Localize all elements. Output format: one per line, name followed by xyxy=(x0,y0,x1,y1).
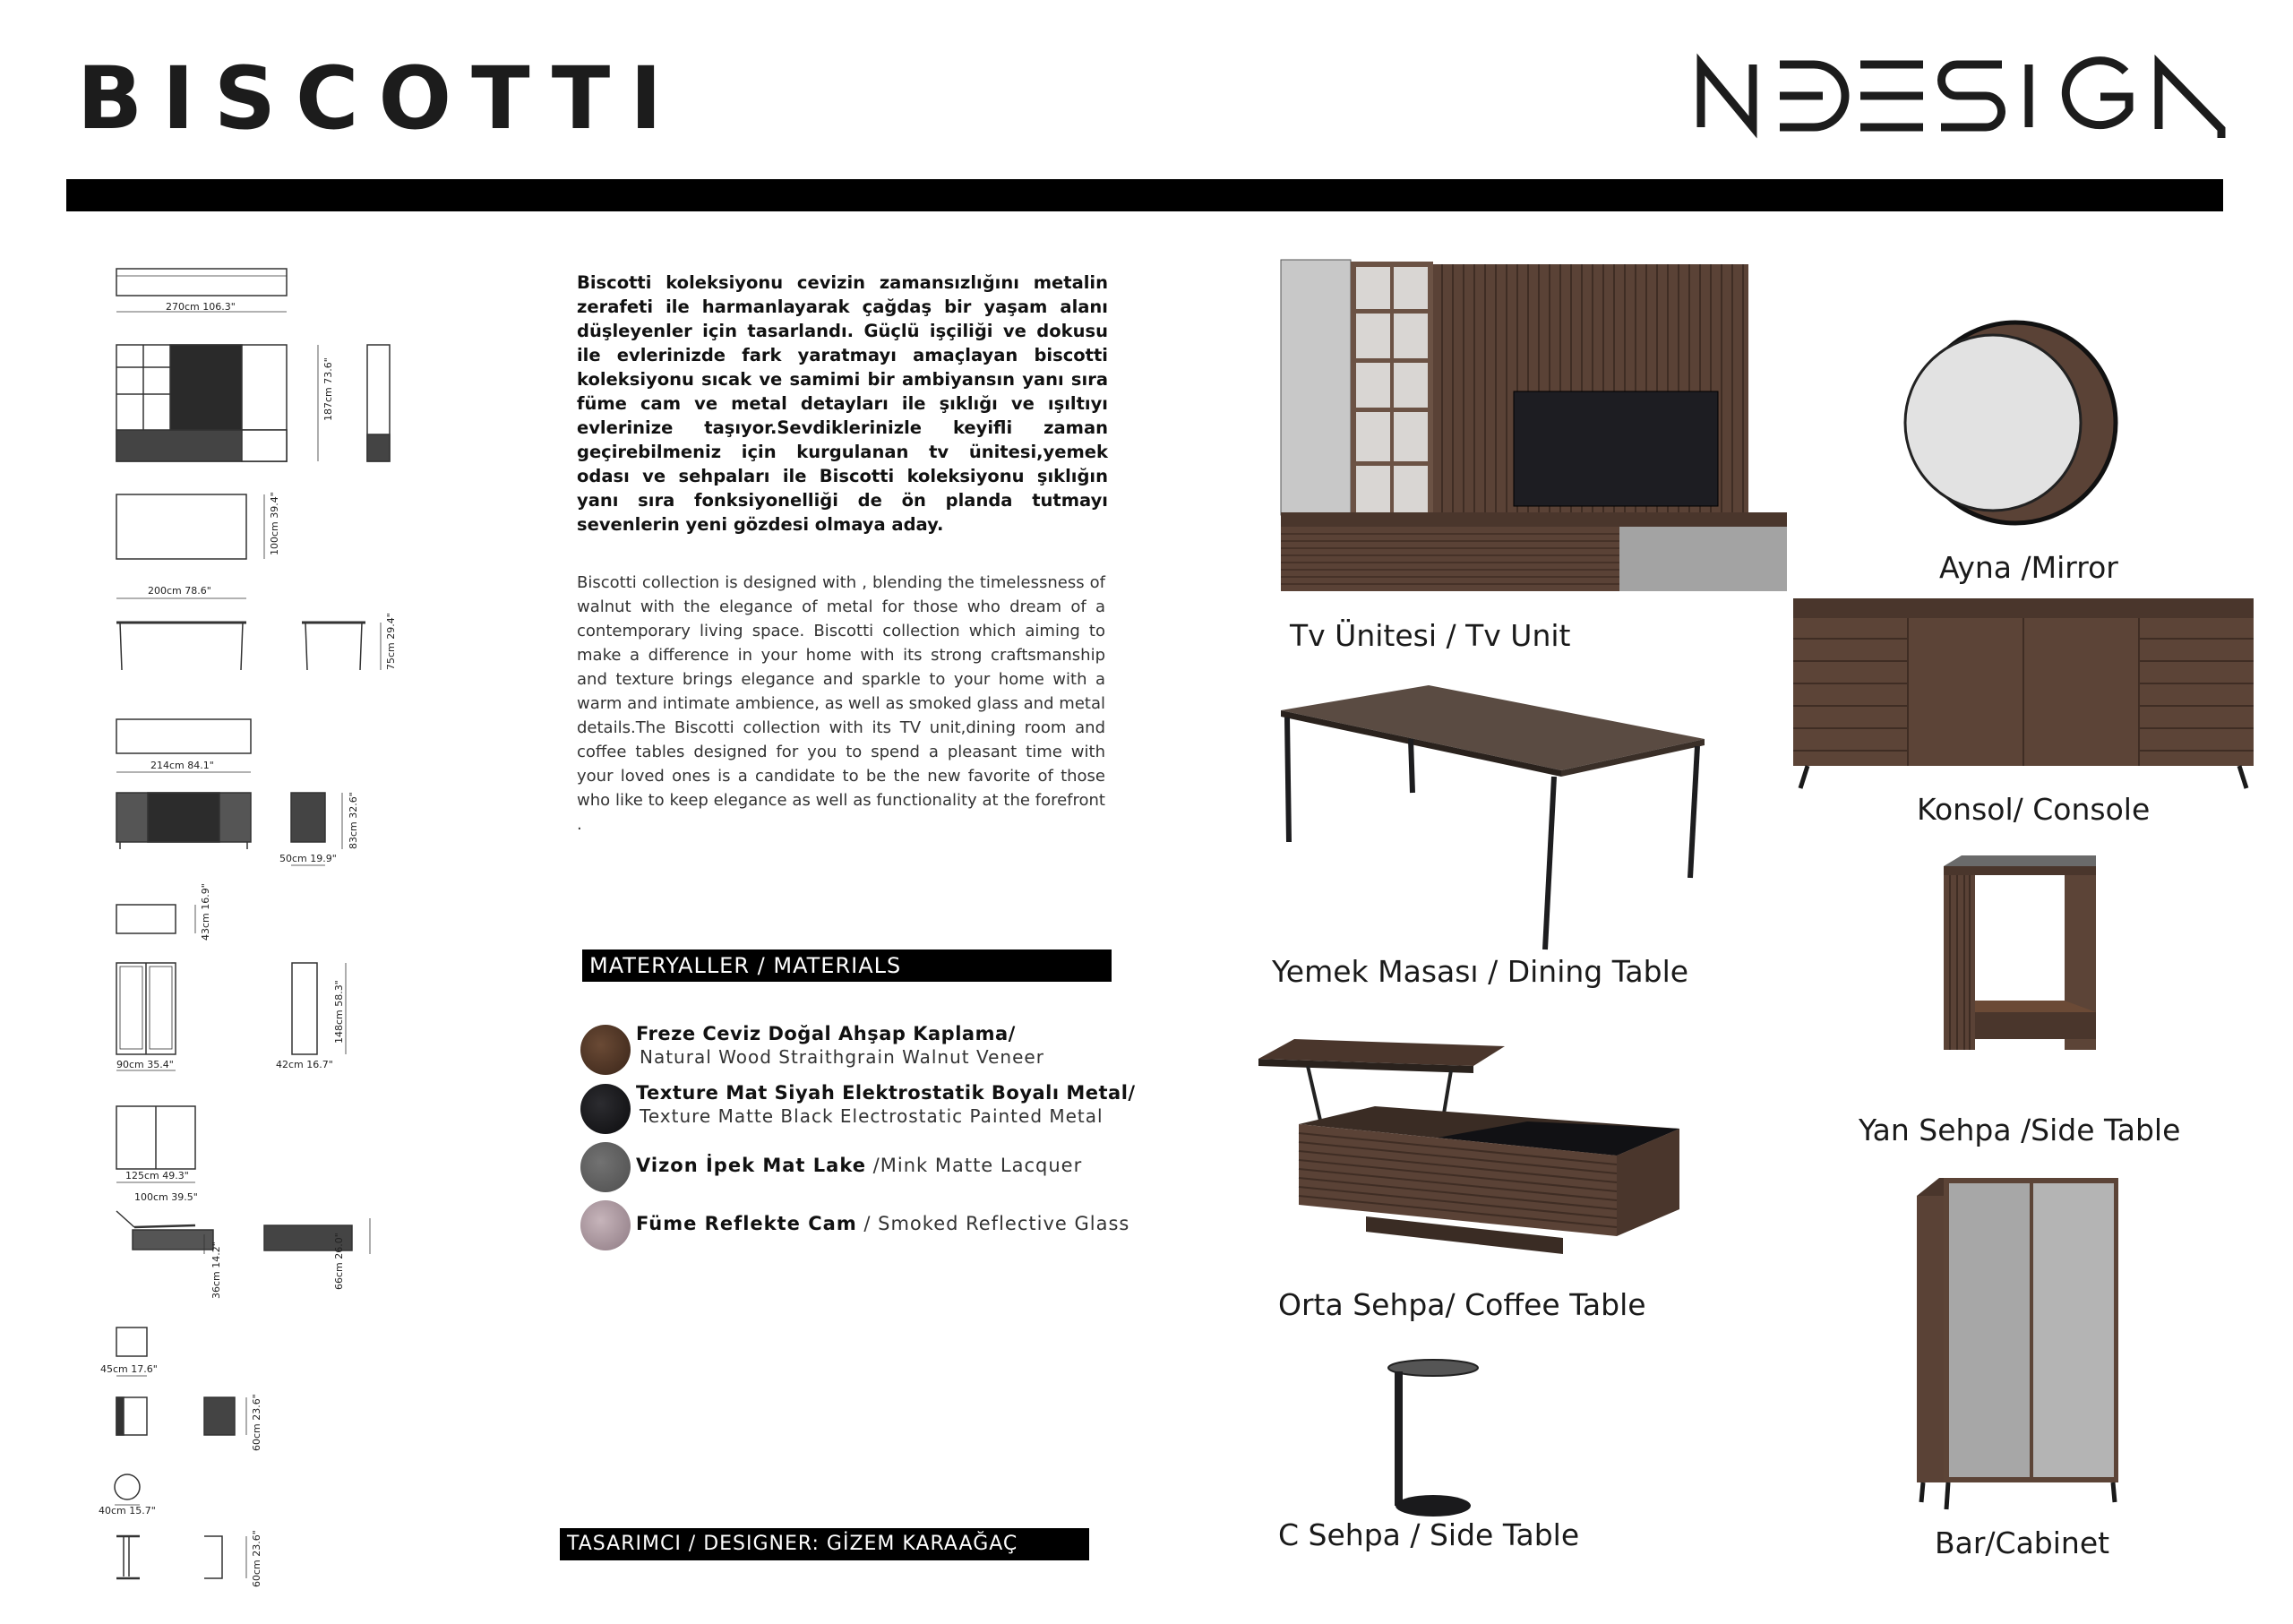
mirror-image xyxy=(1903,318,2127,528)
mink-swatch xyxy=(580,1142,631,1192)
dim-cabinet-depth: 43cm 16.9" xyxy=(200,883,211,941)
technical-drawings xyxy=(99,260,403,1603)
walnut-swatch xyxy=(580,1025,631,1075)
dim-dining-depth: 100cm 39.4" xyxy=(269,492,280,555)
material-black-metal xyxy=(580,1084,1154,1141)
caption-dining-table: Yemek Masası / Dining Table xyxy=(1272,954,1689,989)
material-label-tr: Texture Mat Siyah Elektrostatik Boyalı Metal/ xyxy=(636,1082,1136,1104)
ndesign-logo xyxy=(1697,56,2230,138)
dim-console-depth: 50cm 19.9" xyxy=(279,853,337,864)
materials-heading: MATERYALLER / MATERIALS xyxy=(582,949,1112,982)
c-table-image xyxy=(1384,1357,1482,1518)
caption-coffee-table: Orta Sehpa/ Coffee Table xyxy=(1278,1287,1646,1322)
dim-tv-height: 187cm 73.6" xyxy=(322,357,334,421)
caption-c-table: C Sehpa / Side Table xyxy=(1278,1517,1580,1552)
dim-console-height: 83cm 32.6" xyxy=(348,792,359,849)
dim-dining-height: 75cm 29.4" xyxy=(385,613,397,670)
black-metal-swatch xyxy=(580,1084,631,1134)
dim-coffee-width: 125cm 49.3" xyxy=(125,1170,189,1181)
caption-tv-unit: Tv Ünitesi / Tv Unit xyxy=(1290,618,1571,653)
caption-cabinet: Bar/Cabinet xyxy=(1935,1525,2110,1560)
dim-coffee-open-height: 66cm 26.0" xyxy=(333,1233,345,1290)
dim-c-height: 60cm 23.6" xyxy=(251,1530,262,1587)
brand-logo: BISCOTTI xyxy=(77,48,682,149)
material-label-en: Natural Wood Straithgrain Walnut Veneer xyxy=(640,1046,1044,1068)
dim-side-width: 45cm 17.6" xyxy=(100,1363,158,1375)
material-walnut xyxy=(580,1025,1154,1082)
console-image xyxy=(1791,598,2257,791)
description-english: Biscotti collection is designed with , blending the timelessness of walnut with the elegance of metal for those who dream of a contemporary living space. Biscotti collection which aiming to make a difference in your home with its strong craftsmanship and texture brings elegance and sparkle to your home with a warm and intimate ambience, as well as smoked glass and metal details.The Biscotti collection with its TV unit,dining room and coffee tables designed for you to spend a pleasant time with your loved ones is a candidate to be the new favorite of those who like to keep elegance as well as functionality at the forefront . xyxy=(577,573,1105,834)
material-label-tr: Freze Ceviz Doğal Ahşap Kaplama/ xyxy=(636,1023,1016,1044)
dim-cabinet-height: 148cm 58.3" xyxy=(333,980,345,1044)
dim-coffee-depth: 100cm 39.5" xyxy=(134,1191,198,1203)
dim-cabinet-side-depth: 42cm 16.7" xyxy=(276,1059,333,1070)
dining-table-image xyxy=(1276,685,1711,954)
tv-unit-image xyxy=(1281,260,1791,605)
dim-coffee-height: 36cm 14.2" xyxy=(210,1242,222,1299)
dim-side-height: 60cm 23.6" xyxy=(251,1394,262,1451)
dim-tv-width: 270cm 106.3" xyxy=(166,301,236,313)
description-turkish: Biscotti koleksiyonu cevizin zamansızlığını metalin zerafeti ile harmanlayarak çağdaş bir yaşam alanı düşleyenler için tasarlandı. Güçlü işçiliği ve dokusu ile evlerinizde fark yaratmayı amaçlayan biscotti koleksiyonu sıcak ve samimi bir ambiyansın yanı sıra füme cam ve metal detayları ile şıklığı ve ışıltıyı evlerinize taşıyor.Sevdiklerinizle keyifli zaman geçirebilmeniz için kurgulanan tv ünitesi,yemek odası ve sehpaları ile Biscotti koleksiyonu şıklığın yanı sıra fonksiyonelliği de ön planda tutmayı sevenlerin yeni gözdesi olmaya aday. xyxy=(577,272,1108,535)
material-mink-lacquer xyxy=(580,1142,1154,1199)
glass-swatch xyxy=(580,1200,631,1250)
coffee-table-image xyxy=(1258,1039,1684,1259)
caption-mirror: Ayna /Mirror xyxy=(1939,550,2118,585)
caption-console: Konsol/ Console xyxy=(1917,792,2151,827)
material-label: Füme Reflekte Cam / Smoked Reflective Glass xyxy=(636,1213,1130,1234)
material-label-en: Texture Matte Black Electrostatic Painted Metal xyxy=(640,1105,1104,1127)
side-table-image xyxy=(1939,855,2100,1057)
dim-dining-width: 200cm 78.6" xyxy=(148,585,211,597)
cabinet-image xyxy=(1912,1178,2123,1509)
material-label: Vizon İpek Mat Lake /Mink Matte Lacquer xyxy=(636,1155,1083,1176)
header-divider-bar xyxy=(66,179,2223,211)
dim-c-width: 40cm 15.7" xyxy=(99,1505,156,1517)
dim-cabinet-width: 90cm 35.4" xyxy=(116,1059,174,1070)
material-smoked-glass xyxy=(580,1200,1154,1258)
caption-side-table: Yan Sehpa /Side Table xyxy=(1859,1113,2181,1147)
dim-console-width: 214cm 84.1" xyxy=(150,760,214,771)
designer-credit: TASARIMCI / DESIGNER: GİZEM KARAAĞAÇ xyxy=(560,1528,1089,1560)
